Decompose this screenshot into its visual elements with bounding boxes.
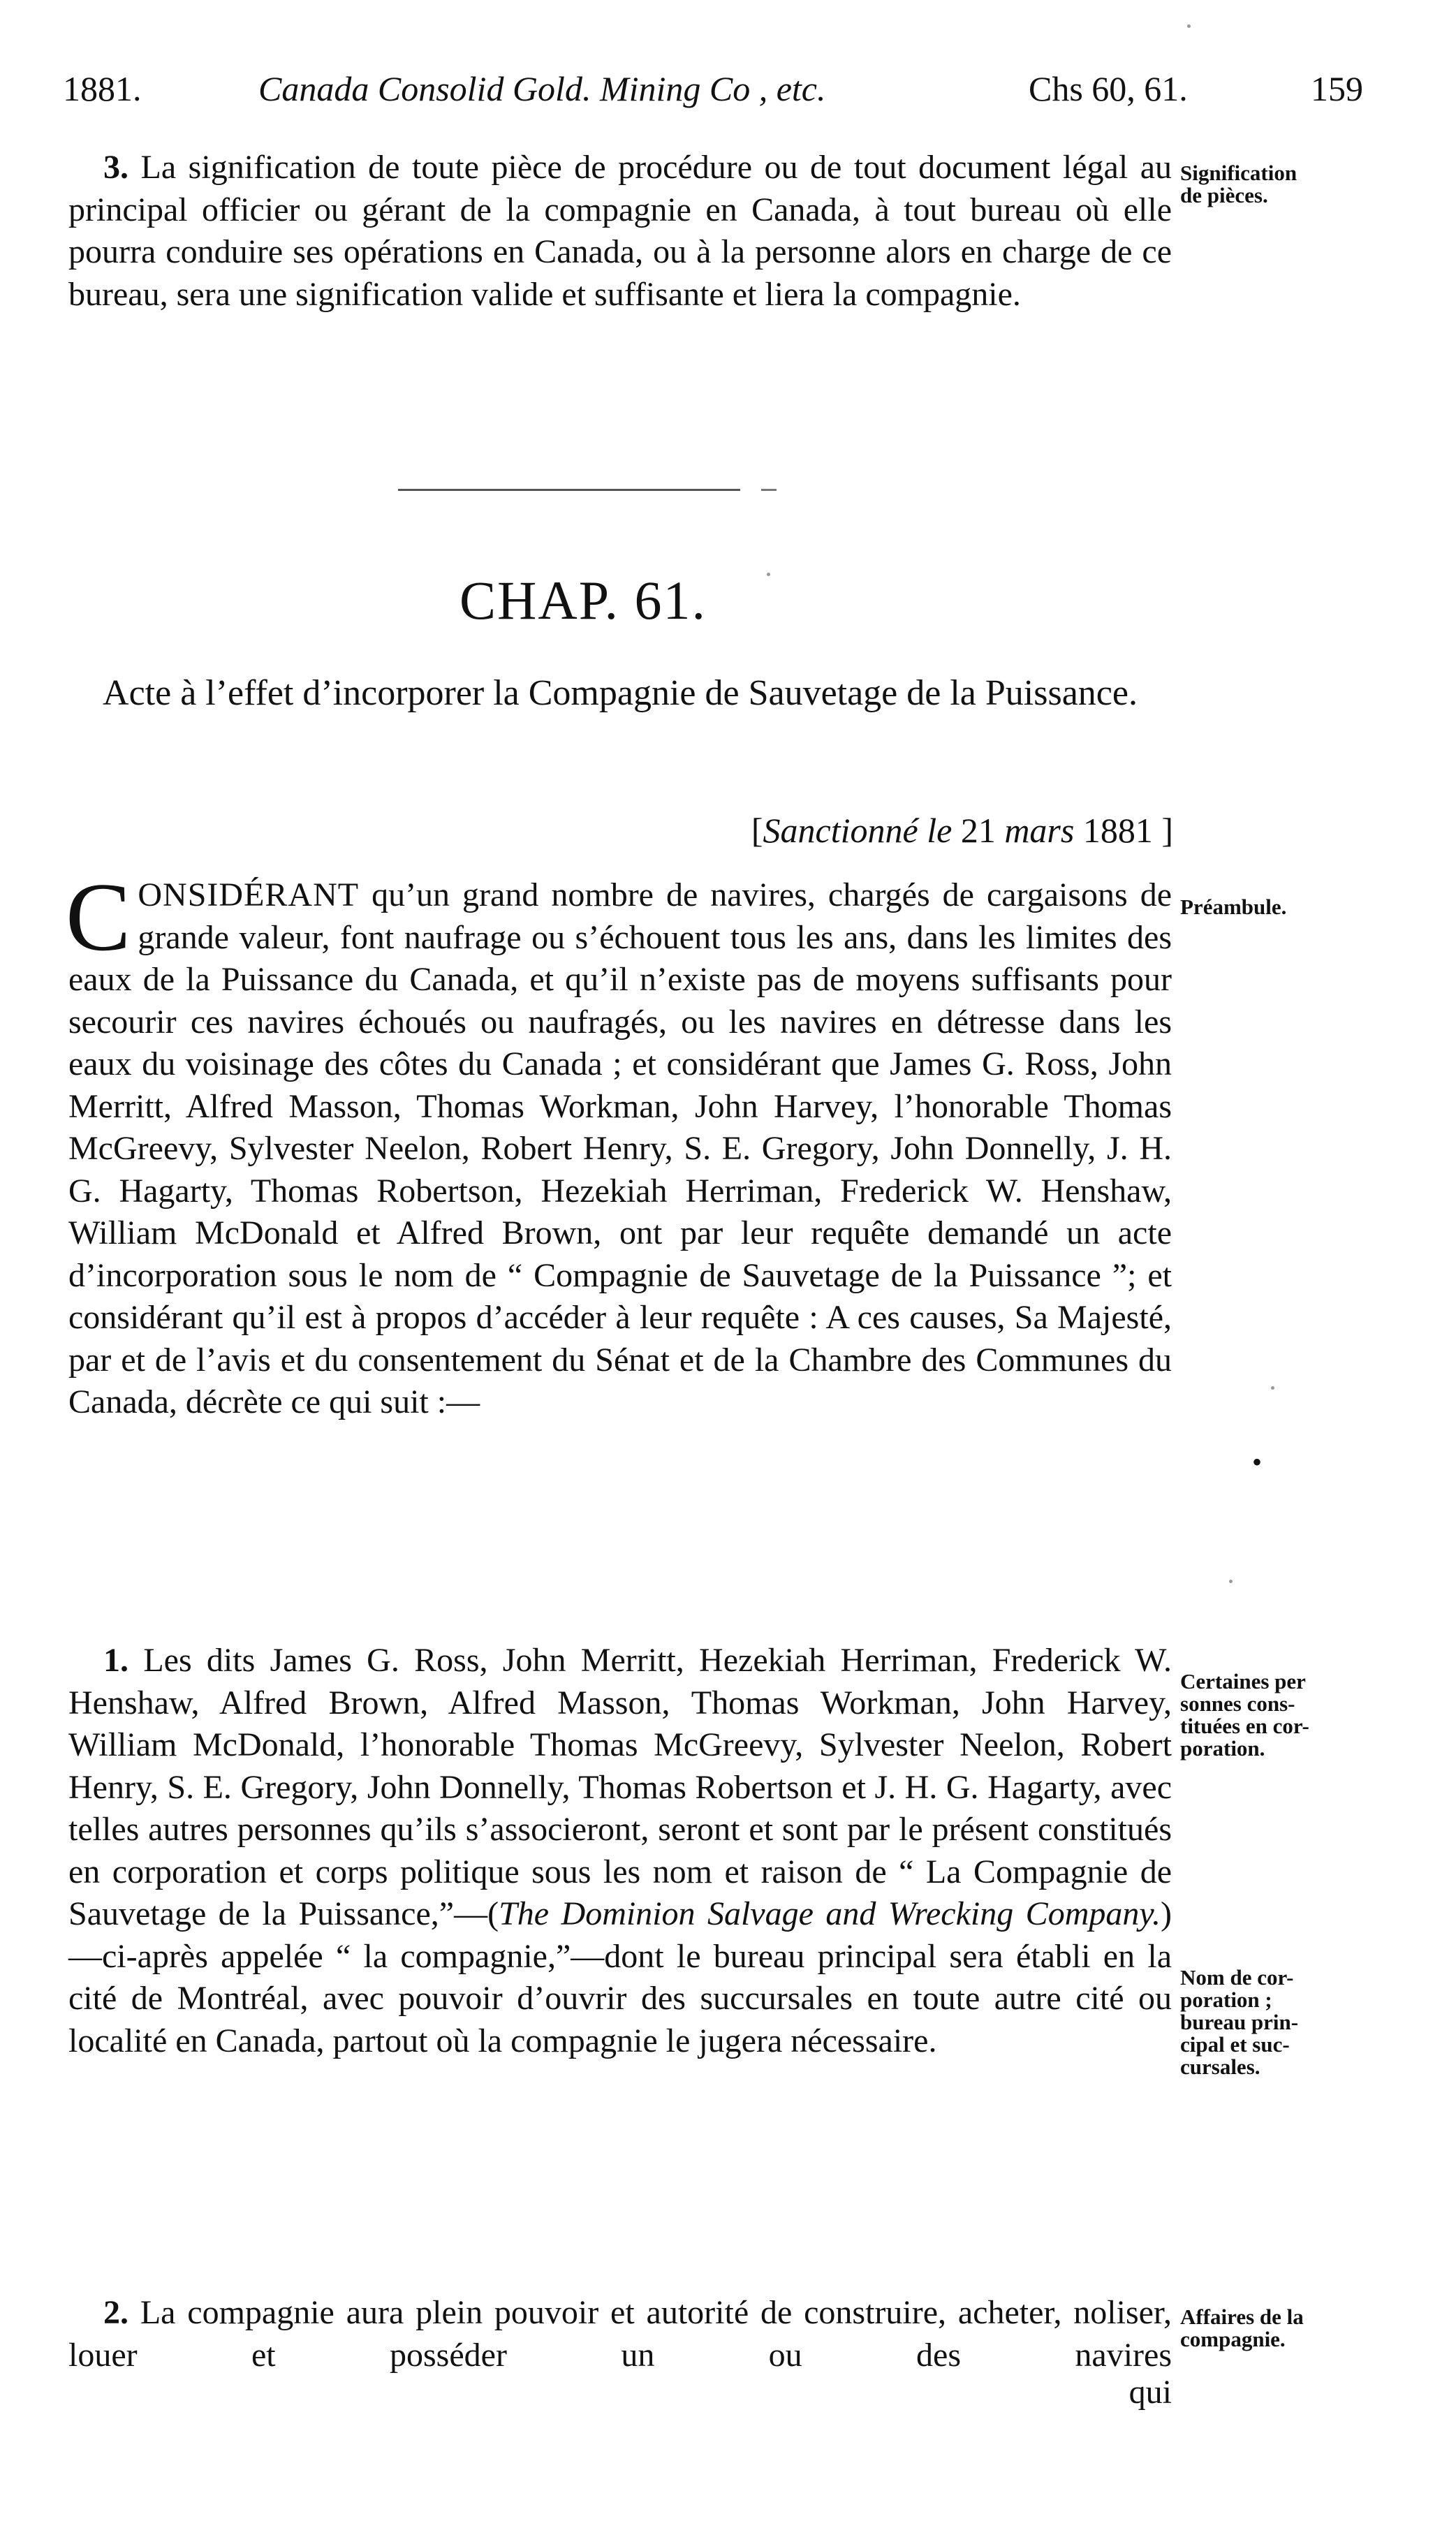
- scan-speck: [1187, 24, 1191, 28]
- act-title: Acte à l’effet d’incorporer la Compagnie de Sauvetage de la Puissance.: [103, 673, 1138, 713]
- section-3: [68, 147, 1172, 316]
- sanction-day: 21: [960, 811, 996, 850]
- margin-note-certaines-personnes: [1180, 1670, 1411, 1760]
- margin-note-line: Affaires de la: [1180, 2305, 1304, 2329]
- margin-note-line: cipal et suc-: [1180, 2032, 1290, 2057]
- running-header: [63, 68, 1376, 124]
- margin-note-line: tituées en cor-: [1180, 1714, 1309, 1738]
- margin-note-line: poration ;: [1180, 1987, 1272, 2012]
- margin-note-nom-de-corporation: [1180, 1967, 1411, 2078]
- section-1-text-b: )—ci-après appelée “ la compagnie,”—dont le bureau principal sera établi en la cité de Montréal, avec pouvoir d’ouvrir des succursales en toute autre cité ou localité en Canada, partout où la compagnie le jugera nécessaire.: [68, 1895, 1172, 2059]
- preamble-paragraph: [66, 863, 1172, 1424]
- sanction-month: mars: [1004, 811, 1075, 850]
- catchword: qui: [1128, 2374, 1172, 2411]
- sanction-label: Sanctionné le: [763, 811, 953, 850]
- preamble-lead: ONSIDÉRANT: [138, 876, 360, 913]
- section-2-paragraph: [68, 2292, 1172, 2376]
- stray-mark: •: [1252, 1446, 1263, 1478]
- margin-note-line: compagnie.: [1180, 2327, 1286, 2351]
- margin-note-line: Nom de cor-: [1180, 1965, 1294, 1990]
- preamble: [66, 863, 1172, 1424]
- header-year: 1881.: [63, 69, 142, 108]
- section-2: [68, 2292, 1172, 2376]
- header-title: Canada Consolid Gold. Mining Co , etc.: [258, 69, 826, 108]
- section-number: 1.: [103, 1642, 128, 1679]
- preamble-text: qu’un grand nombre de navires, chargés de cargaisons de grande valeur, font naufrage ou s’échouent tous les ans, dans les limites des eaux de la Puissance du Canada, et qu’il n’existe pas de moyens suffisants pour secourir ces navires échoués ou naufragés, ou les navires en détresse dans les eaux du voisinage des côtes du Canada ; et considérant que James G. Ross, John Merritt, Alfred Masson, Thomas Workman, John Harvey, l’honorable Thomas McGreevy, Sylvester Neelon, Robert Henry, S. E. Gregory, John Donnelly, J. H. G. Hagarty, Thomas Robertson, Hezekiah Herriman, Frederick W. Henshaw, William McDonald et Alfred Brown, ont par leur requête demandé un acte d’incorporation sous le nom de “ Compagnie de Sauvetage de la Puissance ”; et considérant qu’il est à propos d’accéder à leur requête : A ces causes, Sa Majesté, par et de l’avis et du consentement du Sénat et de la Chambre des Communes du Canada, décrète ce qui suit :—: [68, 876, 1172, 1420]
- margin-note-line: poration.: [1180, 1736, 1265, 1761]
- separator-rule-tail: [761, 489, 777, 491]
- separator-rule: [398, 489, 740, 491]
- section-1-paragraph: [68, 1640, 1172, 2062]
- scan-speck: [1271, 1386, 1274, 1390]
- header-chapters: Chs 60, 61.: [1029, 69, 1188, 108]
- section-number: 2.: [103, 2294, 128, 2331]
- sanction-bracket: [: [751, 811, 763, 850]
- margin-note-line: cursales.: [1180, 2055, 1260, 2079]
- chapter-heading: CHAP. 61.: [459, 570, 707, 631]
- margin-note-signification: [1180, 162, 1411, 207]
- section-1: [68, 1640, 1172, 2062]
- section-3-paragraph: [68, 147, 1172, 316]
- scan-speck: [1229, 1580, 1233, 1583]
- margin-note-line: de pièces.: [1180, 183, 1268, 207]
- section-1-text-a: Les dits James G. Ross, John Merritt, Hezekiah Herriman, Frederick W. Henshaw, Alfred Brown, Alfred Masson, Thomas Workman, John Harvey, William McDonald, l’honorable Thomas McGreevy, Sylvester Neelon, Robert Henry, S. E. Gregory, John Donnelly, Thomas Robertson et J. H. G. Hagarty, avec telles autres personnes qu’ils s’associeront, seront et sont par le présent constitués en corporation et corps politique sous les nom et raison de “ La Compagnie de Sauvetage de la Puissance,”—(: [68, 1642, 1172, 1932]
- margin-note-affaires: [1180, 2306, 1411, 2351]
- section-2-text: La compagnie aura plein pouvoir et autorité de construire, acheter, noliser, louer et posséder un ou des navires: [68, 2294, 1172, 2374]
- page-number: 159: [1311, 69, 1363, 108]
- section-3-text: La signification de toute pièce de procédure ou de tout document légal au principal officier ou gérant de la compagnie en Canada, à tout bureau où elle pourra conduire ses opérations en Canada, ou à la personne alors en charge de ce bureau, sera une signification valide et suffisante et liera la compagnie.: [68, 149, 1172, 313]
- scan-speck: [767, 573, 770, 576]
- margin-note-line: bureau prin-: [1180, 2010, 1299, 2034]
- margin-note-line: sonnes cons-: [1180, 1691, 1295, 1716]
- margin-note-preambule: Préambule.: [1180, 895, 1287, 919]
- section-1-english-name: The Dominion Salvage and Wrecking Company.: [499, 1895, 1161, 1932]
- margin-note-line: Certaines per: [1180, 1669, 1306, 1693]
- margin-note-line: Signification: [1180, 161, 1297, 185]
- sanction-year: 1881 ]: [1082, 811, 1173, 850]
- drop-cap: C: [66, 863, 131, 971]
- sanction-line: [601, 810, 1173, 851]
- section-number: 3.: [103, 149, 128, 186]
